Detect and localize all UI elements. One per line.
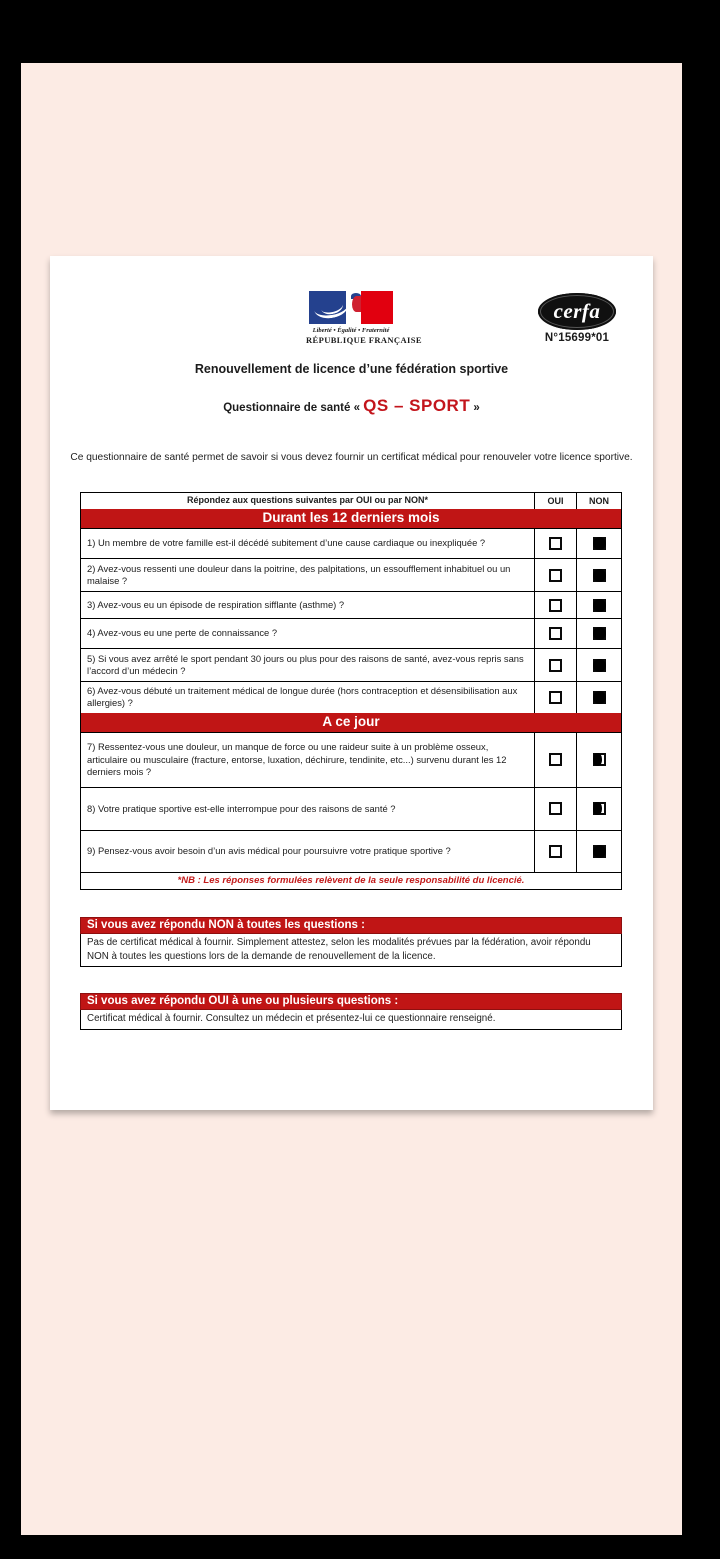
french-flag-icon <box>309 291 393 324</box>
form-title: Renouvellement de licence d’une fédération sportive <box>194 362 509 376</box>
question-row <box>81 681 621 713</box>
result-non-title: Si vous avez répondu NON à toutes les questions : <box>80 917 622 934</box>
oui-cell <box>534 831 576 872</box>
oui-checkbox[interactable] <box>549 599 562 612</box>
question-column-header: Répondez aux questions suivantes par OUI ou par NON* <box>186 495 429 505</box>
table-body <box>81 509 621 872</box>
document-page <box>50 256 653 1110</box>
non-cell <box>576 529 621 558</box>
section-header: Durant les 12 derniers mois <box>81 509 621 528</box>
marianne-republic-label: RÉPUBLIQUE FRANÇAISE <box>306 335 422 345</box>
qs-sport-highlight: QS – SPORT <box>363 396 471 415</box>
oui-column-header: OUI <box>534 493 576 509</box>
oui-cell <box>534 649 576 681</box>
question-label: 6) Avez-vous débuté un traitement médical de longue durée (hors contraception et désensibilisation aux allergies) ? <box>87 685 518 709</box>
oui-checkbox[interactable] <box>549 659 562 672</box>
question-row <box>81 618 621 648</box>
oui-cell <box>534 559 576 591</box>
non-cell <box>576 559 621 591</box>
oui-checkbox[interactable] <box>549 802 562 815</box>
questions-table <box>80 492 622 890</box>
question-label: 9) Pensez-vous avoir besoin d’un avis médical pour poursuivre votre pratique sportive ? <box>87 845 451 857</box>
cerfa-form-number: N°15699*01 <box>544 332 610 344</box>
non-cell <box>576 788 621 830</box>
non-checkbox[interactable] <box>593 691 606 704</box>
question-row <box>81 558 621 591</box>
oui-checkbox[interactable] <box>549 845 562 858</box>
question-row <box>81 648 621 681</box>
result-oui-body: Certificat médical à fournir. Consultez un médecin et présentez-lui ce questionnaire renseigné. <box>80 1010 622 1030</box>
intro-text: Ce questionnaire de santé permet de savoir si vous devez fournir un certificat médical pour renouveler votre licence sportive. <box>70 452 633 463</box>
oui-checkbox[interactable] <box>549 569 562 582</box>
question-row <box>81 830 621 872</box>
oui-cell <box>534 529 576 558</box>
result-box-all-non <box>80 917 622 967</box>
cerfa-logo <box>536 293 618 344</box>
non-cell <box>576 649 621 681</box>
question-label: 5) Si vous avez arrêté le sport pendant 30 jours ou plus pour des raisons de santé, avez-vous repris sans l’accord d’un médecin ? <box>87 652 524 676</box>
non-checkbox[interactable] <box>593 599 606 612</box>
result-oui-title: Si vous avez répondu OUI à une ou plusieurs questions : <box>80 993 622 1010</box>
oui-checkbox[interactable] <box>549 627 562 640</box>
non-checkbox[interactable] <box>593 753 606 766</box>
non-checkbox[interactable] <box>593 627 606 640</box>
non-checkbox[interactable] <box>593 802 606 815</box>
question-label: 1) Un membre de votre famille est-il décédé subitement d’une cause cardiaque ou inexpliquée ? <box>87 537 486 549</box>
question-label: 2) Avez-vous ressenti une douleur dans la poitrine, des palpitations, un essoufflement inhabituel ou un malaise ? <box>87 562 511 586</box>
section-header: A ce jour <box>81 713 621 732</box>
question-label: 8) Votre pratique sportive est-elle interrompue pour des raisons de santé ? <box>87 802 396 814</box>
marianne-motto: Liberté • Égalité • Fraternité <box>312 327 390 334</box>
question-row <box>81 528 621 558</box>
non-cell <box>576 682 621 713</box>
question-label: 3) Avez-vous eu un épisode de respiration sifflante (asthme) ? <box>87 598 345 610</box>
question-label: 4) Avez-vous eu une perte de connaissance ? <box>87 627 278 639</box>
non-cell <box>576 733 621 787</box>
cerfa-ellipse-icon <box>538 293 616 330</box>
non-checkbox[interactable] <box>593 569 606 582</box>
oui-cell <box>534 788 576 830</box>
pdf-viewer-background <box>21 63 682 1535</box>
non-cell <box>576 831 621 872</box>
question-row <box>81 591 621 618</box>
non-cell <box>576 619 621 648</box>
subtitle-prefix: Questionnaire de santé « <box>223 402 364 414</box>
flag-red-band <box>361 291 393 324</box>
non-cell <box>576 592 621 618</box>
oui-checkbox[interactable] <box>549 691 562 704</box>
oui-cell <box>534 682 576 713</box>
flag-white-band-marianne-profile <box>346 291 361 324</box>
republique-francaise-logo <box>306 291 422 345</box>
table-footnote: *NB : Les réponses formulées relèvent de la seule responsabilité du licencié. <box>81 872 621 889</box>
result-non-body: Pas de certificat médical à fournir. Simplement attestez, selon les modalités prévues par la fédération, avoir répondu NON à toutes les questions lors de la demande de renouvellement de la licence. <box>80 934 622 967</box>
non-checkbox[interactable] <box>593 659 606 672</box>
non-checkbox[interactable] <box>593 845 606 858</box>
non-checkbox[interactable] <box>593 537 606 550</box>
oui-cell <box>534 619 576 648</box>
oui-checkbox[interactable] <box>549 753 562 766</box>
question-row <box>81 787 621 830</box>
oui-cell <box>534 733 576 787</box>
question-row <box>81 732 621 787</box>
flag-blue-band <box>309 291 346 324</box>
question-label: 7) Ressentez-vous une douleur, un manque de force ou une raideur suite à un problème osseux, articulaire ou musculaire (fracture, entorse, luxation, déchirure, tendinite, etc...) survenu durant les 12 derniers mois ? <box>87 741 507 778</box>
oui-checkbox[interactable] <box>549 537 562 550</box>
cerfa-label: cerfa <box>553 299 601 323</box>
non-column-header: NON <box>576 493 621 509</box>
oui-cell <box>534 592 576 618</box>
result-box-any-oui <box>80 993 622 1030</box>
table-header-row <box>81 493 621 509</box>
subtitle-suffix: » <box>470 402 480 414</box>
form-subtitle <box>50 396 653 416</box>
